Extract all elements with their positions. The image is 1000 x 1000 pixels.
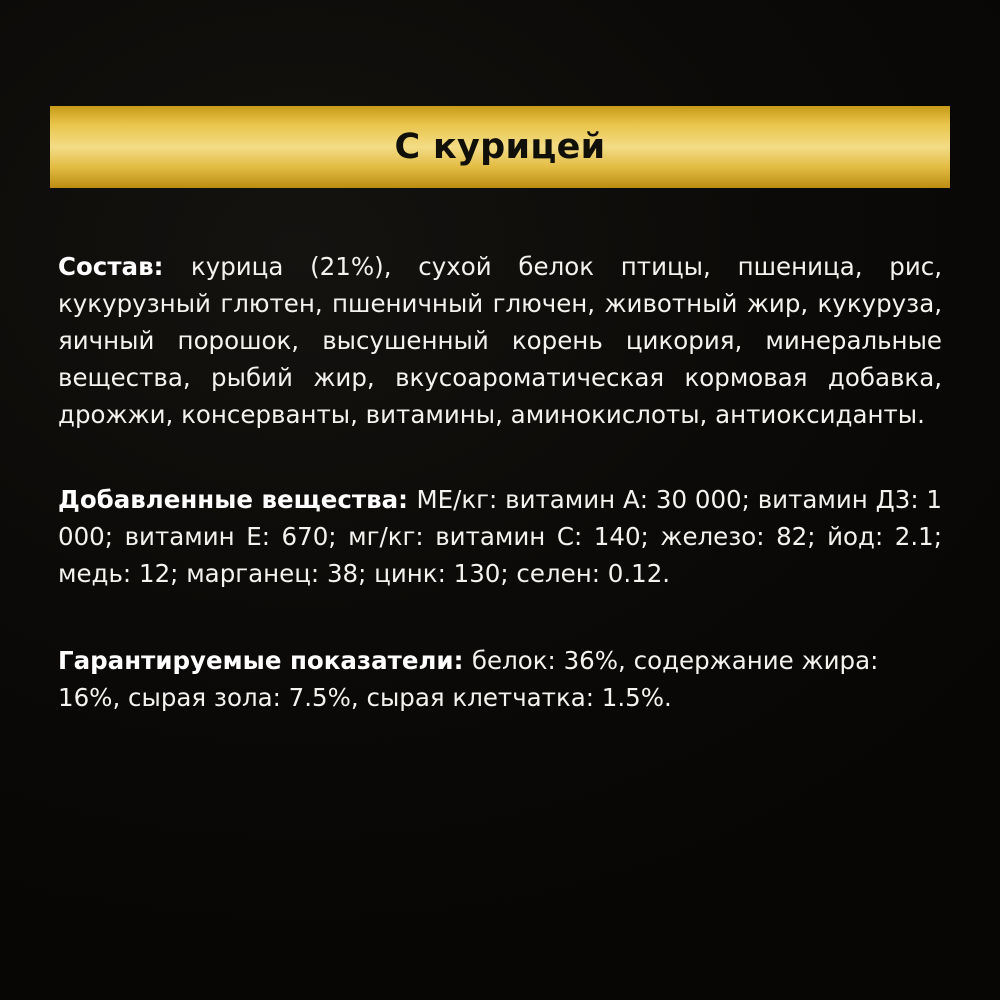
additives-heading: Добавленные вещества: (58, 485, 417, 514)
guaranteed-heading: Гарантируемые показатели: (58, 646, 472, 675)
additives-paragraph (58, 481, 942, 592)
composition-body: курица (21%), сухой белок птицы, пшеница, рис, кукурузный глютен, пшеничный глючен, животный жир, кукуруза, яичный порошок, высушенный корень цикория, минеральные вещества, рыбий жир, вкусоароматическая кормовая добавка, дрожжи, консерванты, витамины, аминокислоты, антиоксиданты. (58, 252, 942, 429)
flavor-title: С курицей (394, 127, 606, 167)
composition-paragraph (58, 248, 942, 433)
flavor-banner (50, 106, 950, 188)
additives-body: МЕ/кг: витамин А: 30 000; витамин Д3: 1 000; витамин Е: 670; мг/кг: витамин С: 140; железо: 82; йод: 2.1; медь: 12; марганец: 38; цинк: 130; селен: 0.12. (58, 485, 942, 588)
ingredients-content (58, 248, 942, 716)
guaranteed-paragraph (58, 642, 942, 716)
composition-heading: Состав: (58, 252, 191, 281)
guaranteed-body: белок: 36%, содержание жира: 16%, сырая зола: 7.5%, сырая клетчатка: 1.5%. (58, 646, 879, 712)
